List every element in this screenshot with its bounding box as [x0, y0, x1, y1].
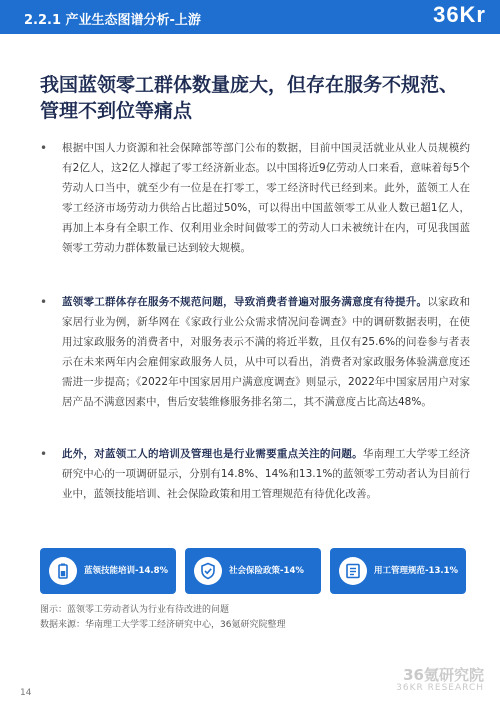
bullet-text: 以家政和家居行业为例，新华网在《家政行业公众需求情况问卷调查》中的调研数据表明，在使用过家政服务的消费者中，对服务表示不满的将近半数，且仅有25.6%的问卷参与者表示在未来两年内会雇佣家政服务人员，从中可以看出，消费者对家政服务体验满意度还需进一步提高；《2022年中国家居用户满意度调查》则显示，2022年中国家居用户对家居产品不满意因素中，售后安装维修服务排名第二，其不满意度占比高达48%。 — [62, 296, 471, 408]
brand-logo: 36Kr — [433, 2, 486, 27]
battery-icon — [49, 557, 77, 585]
figure-caption: 图示：蓝领零工劳动者认为行业有待改进的问题 — [40, 605, 230, 615]
shield-icon — [194, 557, 222, 585]
checklist-icon — [339, 557, 367, 585]
page-number: 14 — [20, 688, 32, 698]
bullet-item — [40, 292, 470, 412]
bullet-dot: • — [40, 295, 48, 309]
bullet-text: 根据中国人力资源和社会保障部等部门公布的数据，目前中国灵活就业从业人员规模约有2亿人，这2亿人撑起了零工经济新业态。以中国将近9亿劳动人口来看，意味着每5个劳动人口当中，就至少有一位是在打零工，零工经济时代已经到来。此外，蓝领工人在零工经济市场劳动力供给占比超过50%，可以得出中国蓝领零工从业人数已超1亿人，再加上本身有全职工作、仅利用业余时间做零工的劳动人口未被统计在内，可见我国蓝领零工劳动力群体数量已达到较大规模。 — [62, 142, 470, 254]
bullet-paragraph — [62, 444, 470, 504]
bullet-item — [40, 138, 470, 258]
bullet-dot: • — [40, 447, 48, 461]
header-bar — [0, 0, 500, 34]
section-title: 2.2.1 产业生态图谱分析-上游 — [24, 13, 201, 28]
bullet-paragraph — [62, 138, 470, 258]
bullet-bold: 此外，对蓝领工人的培训及管理也是行业需要重点关注的问题。 — [62, 448, 363, 460]
page-heading: 我国蓝领零工群体数量庞大，但存在服务不规范、管理不到位等痛点 — [40, 74, 459, 122]
stat-cards — [40, 548, 466, 594]
stat-card-label: 蓝领技能培训-14.8% — [84, 566, 169, 576]
stat-card-label: 用工管理规范-13.1% — [374, 566, 459, 576]
bullet-item — [40, 444, 470, 504]
bullet-text: 华南理工大学零工经济研究中心的一项调研显示，分别有14.8%、14%和13.1%的蓝领零工劳动者认为目前行业中，蓝领技能培训、社会保险政策和用工管理规范有待优化改善。 — [62, 448, 471, 500]
watermark-en: 36KR RESEARCH — [396, 683, 484, 693]
watermark-cn: 36氪研究院 — [403, 666, 484, 684]
stat-card-social-insurance — [185, 548, 321, 594]
stat-card-management — [330, 548, 466, 594]
bullet-dot: • — [40, 141, 48, 155]
stat-card-skills-training — [40, 548, 176, 594]
bullet-paragraph — [62, 292, 470, 412]
stat-card-label: 社会保险政策-14% — [229, 566, 304, 576]
bullet-bold: 蓝领零工群体存在服务不规范问题，导致消费者普遍对服务满意度有待提升。 — [62, 296, 428, 308]
data-source: 数据来源：华南理工大学零工经济研究中心，36氪研究院整理 — [40, 620, 286, 630]
